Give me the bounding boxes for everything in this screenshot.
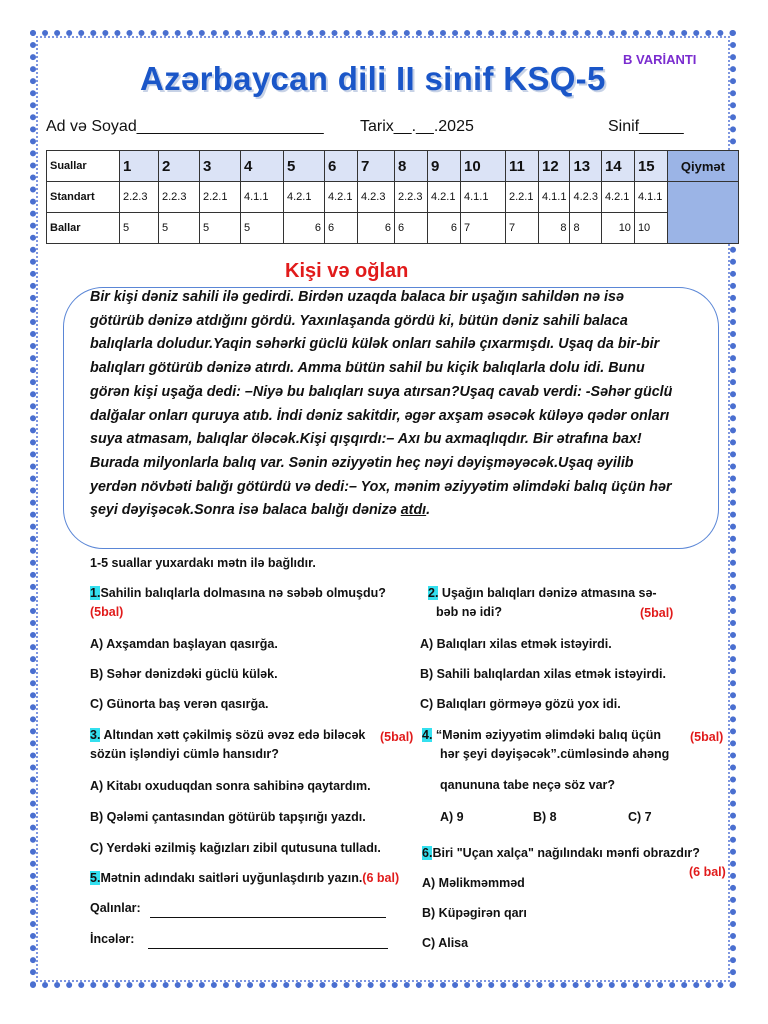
points-cell: 8 — [539, 213, 570, 244]
question-text-cont: qanununa tabe neçə söz var? — [440, 778, 616, 792]
story-end: . — [426, 502, 431, 519]
story-body: Bir kişi dəniz sahili ilə gedirdi. Birdən uzaqda balaca bir uşağın sahildən nə isə götürüb dənizə atdığını gördü. Yaxınlaşanda gördü ki, bütün dəniz sahili balaca balıqlarla doludur.Yaqin səhərki güclü külək onları sahilə çıxarmışdı. Uşaq da bir-bir balıqları götürüb dənizə atırdı. Amma bütün sahil bu kiçik balıqlarla dolu idi. Bunu görən kişi uşağa dedi: –Niyə bu balıqları suya atırsan?Uşaq cavab verdi: -Səhər güclü dalğalar onları quruya atıb. İndi dəniz sakitdir, əgər axşam əsəcək küləyə qədər onları suya atmasam, balıqlar öləcək.Kişi qışqırdı:– Axı bu axmaqlıqdır. Bir ətrafına bax! Burada milyonlarla balıq var. Sənin əziyyətin heç nəyi dəyişməyəcək.Uşaq əyilib yerdən növbəti balığı götürdü və dedi:– Yox, mənim əziyyətim əlimdəki balıq üçün hər şeyi dəyişəcək.Sonra isə balaca balığı dənizə — [90, 289, 673, 519]
question-3 — [90, 726, 390, 764]
thick-vowels-row — [90, 899, 386, 918]
standard-cell: 4.2.1 — [601, 182, 634, 213]
class-field: Sinif_____ — [608, 118, 684, 135]
standard-cell: 4.2.3 — [358, 182, 395, 213]
points-cell: 10 — [601, 213, 634, 244]
question-1 — [90, 584, 420, 622]
option[interactable]: B) Küpəgirən qarı — [422, 906, 527, 920]
standard-cell: 2.2.1 — [506, 182, 539, 213]
points-cell: 5 — [200, 213, 241, 244]
question-text: Biri "Uçan xalça" nağılındakı mənfi obrazdır? — [432, 846, 700, 860]
question-5 — [90, 869, 399, 888]
standard-cell: 4.1.1 — [539, 182, 570, 213]
question-points: (5bal) — [640, 606, 674, 620]
option[interactable]: C) 7 — [628, 810, 652, 824]
score-table — [46, 150, 739, 244]
question-number: 2 — [159, 151, 200, 182]
questions-intro: 1-5 suallar yuxardakı mətn ilə bağlıdır. — [90, 556, 316, 570]
points-cell: 6 — [395, 213, 428, 244]
points-cell: 6 — [284, 213, 325, 244]
question-text: Uşağın balıqları dənizə atmasına sə- — [441, 586, 657, 600]
question-number: 10 — [461, 151, 506, 182]
grade-cell[interactable] — [667, 182, 738, 244]
story-title: Kişi və oğlan — [285, 260, 409, 282]
question-number: 6. — [422, 846, 433, 860]
question-points: (6 bal) — [689, 865, 726, 879]
question-number: 5. — [90, 871, 101, 885]
question-number: 3 — [200, 151, 241, 182]
thin-vowels-answer[interactable] — [148, 936, 388, 949]
question-text: Sahilin balıqlarla dolmasına nə səbəb olmuşdu? — [100, 586, 386, 600]
option[interactable]: B) Səhər dənizdəki güclü külək. — [90, 667, 278, 681]
standard-cell: 4.2.1 — [325, 182, 358, 213]
points-cell: 6 — [358, 213, 395, 244]
thick-vowels-answer[interactable] — [150, 905, 386, 918]
question-number: 1. — [90, 586, 101, 600]
question-number: 1 — [120, 151, 159, 182]
option[interactable]: C) Yerdəki əzilmiş kağızları zibil qutusuna tulladı. — [90, 841, 381, 855]
question-points: (6 bal) — [362, 871, 400, 885]
points-cell: 10 — [634, 213, 667, 244]
points-cell: 5 — [120, 213, 159, 244]
date-field: Tarix__.__.2025 — [360, 118, 474, 135]
question-text-cont: bəb nə idi? — [436, 605, 502, 619]
question-text: Mətnin adındakı saitləri uyğunlaşdırıb yazın. — [100, 871, 363, 885]
option[interactable]: B) Sahili balıqlardan xilas etmək istəyirdi. — [420, 667, 666, 681]
standards-row — [47, 182, 739, 213]
name-field: Ad və Soyad_____________________ — [46, 118, 324, 135]
points-cell: 5 — [241, 213, 284, 244]
question-number: 8 — [395, 151, 428, 182]
underlined-word: atdı — [400, 502, 427, 519]
standard-cell: 4.2.1 — [428, 182, 461, 213]
option[interactable]: A) Axşamdan başlayan qasırğa. — [90, 637, 278, 651]
question-number: 5 — [284, 151, 325, 182]
option[interactable]: B) Qələmi çantasından götürüb tapşırığı yazdı. — [90, 810, 366, 824]
question-number: 6 — [325, 151, 358, 182]
standard-cell: 4.2.3 — [570, 182, 601, 213]
standard-cell: 4.1.1 — [461, 182, 506, 213]
row-label: Suallar — [47, 151, 120, 182]
standard-cell: 2.2.3 — [395, 182, 428, 213]
option[interactable]: B) 8 — [533, 810, 557, 824]
row-label: Standart — [47, 182, 120, 213]
questions-row — [47, 151, 739, 182]
option[interactable]: C) Balıqları görməyə gözü yox idi. — [420, 697, 621, 711]
question-number: 14 — [601, 151, 634, 182]
points-cell: 7 — [506, 213, 539, 244]
question-number: 12 — [539, 151, 570, 182]
standard-cell: 2.2.3 — [120, 182, 159, 213]
standard-cell: 2.2.1 — [200, 182, 241, 213]
question-number: 4. — [422, 728, 433, 742]
standard-cell: 4.1.1 — [241, 182, 284, 213]
question-text-cont: hər şeyi dəyişəcək”.cümləsində ahəng — [440, 747, 670, 761]
question-number: 9 — [428, 151, 461, 182]
question-number: 2. — [428, 586, 439, 600]
thin-vowels-row — [90, 930, 388, 949]
thin-vowels-label: İncələr: — [90, 932, 135, 946]
question-points: (5bal) — [90, 605, 124, 619]
page-title: Azərbaycan dili II sinif KSQ-5 — [140, 60, 606, 97]
option[interactable]: A) 9 — [440, 810, 464, 824]
option[interactable]: A) Balıqları xilas etmək istəyirdi. — [420, 637, 612, 651]
story-text — [90, 286, 680, 523]
points-cell: 7 — [461, 213, 506, 244]
question-points: (5bal) — [380, 730, 414, 744]
points-cell: 5 — [159, 213, 200, 244]
option[interactable]: A) Kitabı oxuduqdan sonra sahibinə qaytardım. — [90, 779, 371, 793]
question-6 — [422, 844, 700, 863]
variant-label: B VARİANTI — [623, 52, 697, 67]
points-cell: 6 — [428, 213, 461, 244]
thick-vowels-label: Qalınlar: — [90, 901, 141, 915]
standard-cell: 2.2.3 — [159, 182, 200, 213]
question-number: 15 — [634, 151, 667, 182]
question-text-cont: sözün işləndiyi cümlə hansıdır? — [90, 747, 279, 761]
question-points: (5bal) — [690, 730, 724, 744]
grade-header: Qiymət — [667, 151, 738, 182]
standard-cell: 4.1.1 — [634, 182, 667, 213]
points-row — [47, 213, 739, 244]
question-number: 13 — [570, 151, 601, 182]
standard-cell: 4.2.1 — [284, 182, 325, 213]
question-text: Altından xətt çəkilmiş sözü əvəz edə biləcək — [103, 728, 366, 742]
question-number: 4 — [241, 151, 284, 182]
question-4 — [422, 726, 692, 764]
option[interactable]: A) Məlikməmməd — [422, 876, 525, 890]
option[interactable]: C) Alisa — [422, 936, 469, 950]
points-cell: 8 — [570, 213, 601, 244]
question-text: “Mənim əziyyətim əlimdəki balıq üçün — [435, 728, 661, 742]
question-number: 3. — [90, 728, 101, 742]
points-cell: 6 — [325, 213, 358, 244]
question-number: 11 — [506, 151, 539, 182]
option[interactable]: C) Günorta baş verən qasırğa. — [90, 697, 269, 711]
question-number: 7 — [358, 151, 395, 182]
row-label: Ballar — [47, 213, 120, 244]
